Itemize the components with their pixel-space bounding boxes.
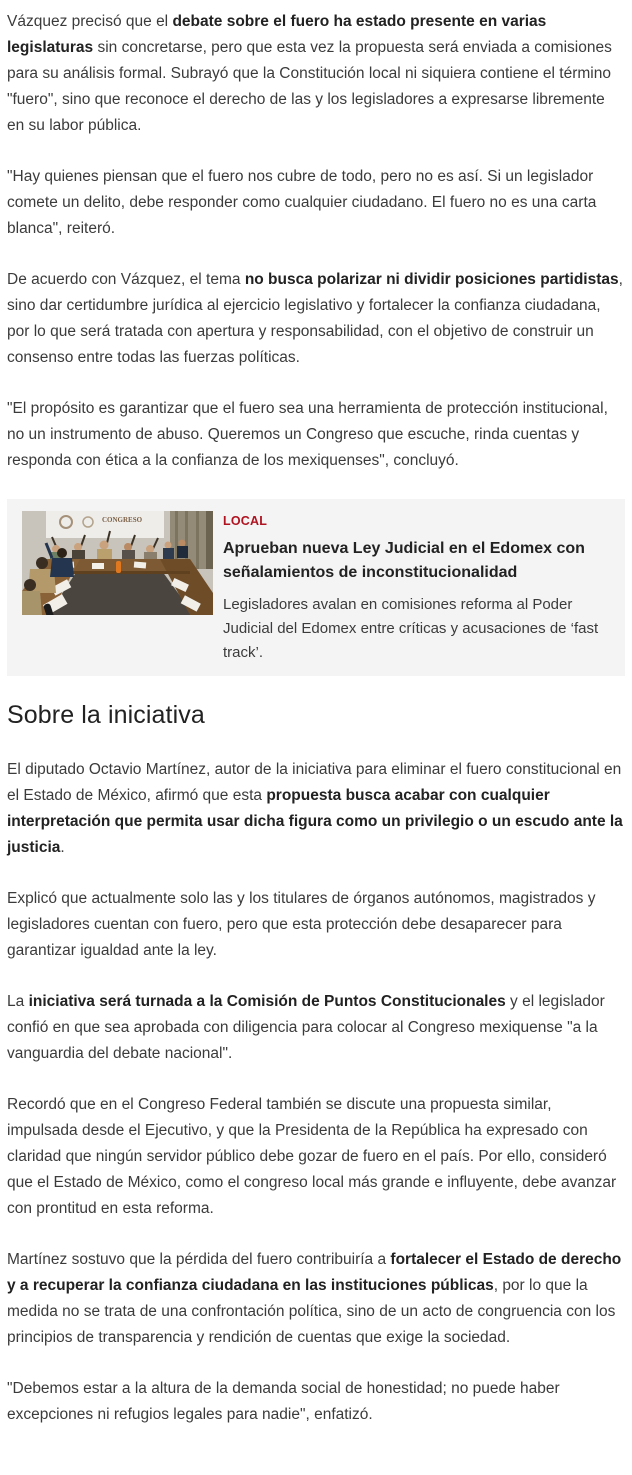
related-article-card[interactable]: [7, 499, 625, 676]
text-segment: .: [60, 839, 64, 856]
text-segment: Recordó que en el Congreso Federal también se discute una propuesta similar, impulsada desde el Ejecutivo, y que la Presidenta de la República ha expresado con claridad que ningún servidor público debe gozar de fuero en el país. Por ello, consideró que el Estado de México, como el congreso local más grande e influyente, debe avanzar con prontitud en esta reforma.: [7, 1096, 616, 1217]
orange-bottle: [116, 561, 121, 573]
photo-banner-text: CONGRESO: [102, 516, 143, 524]
text-segment: Explicó que actualmente solo las y los titulares de órganos autónomos, magistrados y legisladores cuentan con fuero, pero que esta protección debe desaparecer para garantizar igualdad ante la ley.: [7, 890, 595, 959]
text-segment: "El propósito es garantizar que el fuero sea una herramienta de protección institucional, no un instrumento de abuso. Queremos un Congreso que escuche, rinda cuentas y responda con ética a la confianza de los mexiquenses", concluyó.: [7, 400, 608, 469]
article-paragraph: [7, 396, 625, 474]
text-segment: sin concretarse, pero que esta vez la propuesta será enviada a comisiones para su análisis formal. Subrayó que la Constitución local ni siquiera contiene el término "fuero", sino que reconoce el derecho de las y los legisladores a expresarse libremente en su labor pública.: [7, 39, 612, 134]
related-article-description: Legisladores avalan en comisiones reforma al Poder Judicial del Edomex entre críticas y acusaciones de ‘fast track’.: [223, 593, 609, 665]
article-paragraph: [7, 757, 625, 861]
related-article-title[interactable]: Aprueban nueva Ley Judicial en el Edomex con señalamientos de inconstitucionalidad: [223, 537, 609, 585]
section-heading: Sobre la iniciativa: [7, 700, 625, 731]
text-segment: , por lo que la medida no se trata de una confrontación política, sino de un acto de congruencia con los principios de transparencia y rendición de cuentas que exige la sociedad.: [7, 1277, 615, 1346]
article-paragraph: [7, 1092, 625, 1222]
bold-text-segment: fortalecer el Estado de derecho y a recuperar la confianza ciudadana en las instituciones públicas: [7, 1251, 621, 1294]
text-segment: "Debemos estar a la altura de la demanda social de honestidad; no puede haber excepciones ni refugios legales para nadie", enfatizó.: [7, 1380, 560, 1423]
article-paragraph: [7, 1376, 625, 1428]
article-paragraph: [7, 1247, 625, 1351]
text-segment: y el legislador confió en que sea aprobada con diligencia para colocar al Congreso mexiquense "a la vanguardia del debate nacional".: [7, 993, 605, 1062]
bold-text-segment: debate sobre el fuero ha estado presente en varias legislaturas: [7, 13, 546, 56]
article-paragraph: [7, 886, 625, 964]
bold-text-segment: iniciativa será turnada a la Comisión de Puntos Constitucionales: [29, 993, 506, 1010]
article-paragraph: [7, 164, 625, 242]
text-segment: Martínez sostuvo que la pérdida del fuero contribuiría a: [7, 1251, 390, 1268]
article-paragraphs-bottom: [7, 757, 625, 1428]
congress-meeting-photo-illustration: [22, 511, 213, 615]
article-paragraphs-top: [7, 9, 625, 474]
related-article-text: [223, 511, 609, 665]
bold-text-segment: propuesta busca acabar con cualquier interpretación que permita usar dicha figura como un privilegio o un escudo ante la justicia: [7, 787, 623, 856]
article-paragraph: [7, 267, 625, 371]
text-segment: El diputado Octavio Martínez, autor de la iniciativa para eliminar el fuero constitucional en el Estado de México, afirmó que esta: [7, 761, 621, 804]
text-segment: "Hay quienes piensan que el fuero nos cubre de todo, pero no es así. Si un legislador comete un delito, debe responder como cualquier ciudadano. El fuero no es una carta blanca", reiteró.: [7, 168, 596, 237]
text-segment: La: [7, 993, 29, 1010]
bold-text-segment: no busca polarizar ni dividir posiciones partidistas: [245, 271, 619, 288]
category-label[interactable]: LOCAL: [223, 514, 609, 528]
text-segment: , sino dar certidumbre jurídica al ejercicio legislativo y fortalecer la confianza ciudadana, por lo que será tratada con apertura y responsabilidad, con el objetivo de construir un consenso entre todas las fuerzas políticas.: [7, 271, 623, 366]
text-segment: De acuerdo con Vázquez, el tema: [7, 271, 245, 288]
article-paragraph: [7, 989, 625, 1067]
related-article-photo[interactable]: [22, 511, 213, 615]
text-segment: Vázquez precisó que el: [7, 13, 172, 30]
article-paragraph: [7, 9, 625, 139]
